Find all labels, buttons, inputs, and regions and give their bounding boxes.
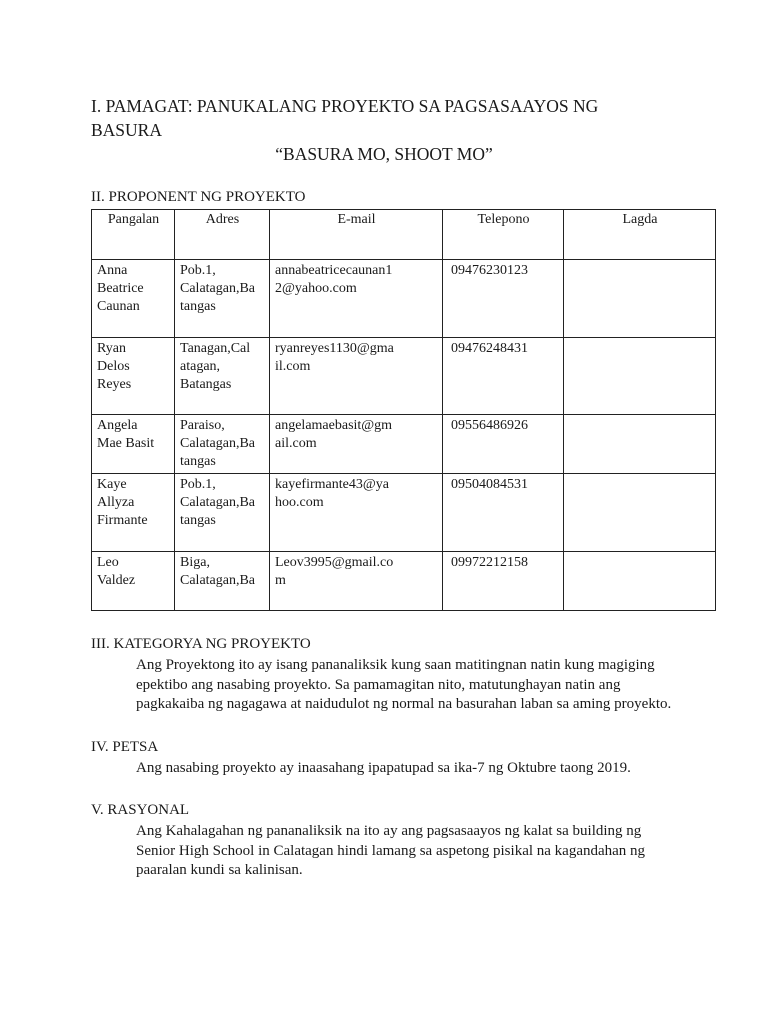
address-line: Calatagan,Ba [180, 573, 256, 588]
email-line: annabeatricecaunan1 [275, 263, 393, 278]
address-line: Pob.1, [180, 263, 216, 278]
name-line: Valdez [97, 573, 136, 588]
address-line: Paraiso, [180, 418, 225, 433]
address-line: tangas [180, 299, 216, 314]
name-line: Reyes [97, 377, 132, 392]
paragraph-line: Senior High School in Calatagan hindi lamang sa aspetong pisikal na kagandahan ng [136, 842, 646, 859]
column-header-address: Adres [175, 210, 270, 260]
cell-name [92, 474, 175, 552]
cell-email [270, 260, 443, 338]
paragraph-line: Ang Kahalagahan ng pananaliksik na ito ay ang pagsasaayos ng kalat sa building ng [136, 823, 642, 839]
table-row [92, 552, 716, 611]
cell-phone: 09556486926 [443, 415, 564, 474]
name-line: Delos [97, 359, 130, 374]
cell-name [92, 338, 175, 415]
cell-name [92, 260, 175, 338]
column-header-email: E-mail [270, 210, 443, 260]
table-row [92, 338, 716, 415]
address-line: Pob.1, [180, 477, 216, 492]
email-line: hoo.com [275, 495, 324, 510]
table-row [92, 415, 716, 474]
name-line: Allyza [97, 495, 135, 510]
document-title-line-1: I. PAMAGAT: PANUKALANG PROYEKTO SA PAGSASAAYOS NG [91, 96, 599, 116]
email-line: angelamaebasit@gm [275, 418, 393, 433]
address-line: Biga, [180, 555, 210, 570]
petsa-paragraph [136, 759, 696, 779]
email-line: ryanreyes1130@gma [275, 341, 394, 356]
address-line: Calatagan,Ba [180, 281, 256, 296]
name-line: Beatrice [97, 281, 144, 296]
email-line: il.com [275, 359, 311, 374]
name-line: Firmante [97, 513, 148, 528]
cell-signature [564, 338, 716, 415]
email-line: ail.com [275, 436, 317, 451]
table-row [92, 260, 716, 338]
paragraph-line: pagkakaiba ng nagagawa at naidudulot ng normal na basurahan laban sa aming proyekto. [136, 696, 672, 712]
table-header-row [92, 210, 716, 260]
email-line: m [275, 573, 286, 588]
address-line: tangas [180, 454, 216, 469]
name-line: Mae Basit [97, 436, 155, 451]
column-header-signature: Lagda [564, 210, 716, 260]
email-line: 2@yahoo.com [275, 281, 357, 296]
cell-email [270, 552, 443, 611]
cell-name [92, 415, 175, 474]
cell-address [175, 552, 270, 611]
cell-address [175, 338, 270, 415]
name-line: Ryan [97, 341, 126, 356]
cell-phone: 09972212158 [443, 552, 564, 611]
column-header-name: Pangalan [92, 210, 175, 260]
name-line: Leo [97, 555, 119, 570]
cell-signature [564, 415, 716, 474]
name-line: Kaye [97, 477, 127, 492]
email-line: kayefirmante43@ya [275, 477, 389, 492]
rasyonal-paragraph [136, 822, 696, 881]
name-line: Angela [97, 418, 138, 433]
cell-phone: 09476230123 [443, 260, 564, 338]
document-title-line-2: BASURA [91, 120, 162, 140]
address-line: Calatagan,Ba [180, 436, 256, 451]
name-line: Caunan [97, 299, 140, 314]
cell-email [270, 338, 443, 415]
cell-phone: 09504084531 [443, 474, 564, 552]
address-line: Tanagan,Cal [180, 341, 251, 356]
cell-email [270, 474, 443, 552]
cell-address [175, 474, 270, 552]
paragraph-line: epektibo ang nasabing proyekto. Sa pamamagitan nito, matutunghayan natin ang [136, 676, 621, 693]
column-header-phone: Telepono [443, 210, 564, 260]
paragraph-line: paaralan kundi sa kalinisan. [136, 862, 303, 878]
paragraph-line: Ang nasabing proyekto ay inaasahang ipapatupad sa ika-7 ng Oktubre taong 2019. [136, 760, 631, 776]
cell-name [92, 552, 175, 611]
paragraph-line: Ang Proyektong ito ay isang pananaliksik kung saan matitingnan natin kung magiging [136, 657, 655, 673]
cell-signature [564, 552, 716, 611]
cell-phone: 09476248431 [443, 338, 564, 415]
proponent-table [91, 209, 716, 611]
rasyonal-heading: V. RASYONAL [91, 802, 190, 818]
email-line: Leov3995@gmail.co [275, 555, 394, 570]
kategorya-heading: III. KATEGORYA NG PROYEKTO [91, 636, 311, 652]
name-line: Anna [97, 263, 128, 278]
cell-address [175, 260, 270, 338]
kategorya-paragraph [136, 656, 696, 715]
cell-email [270, 415, 443, 474]
address-line: tangas [180, 513, 216, 528]
cell-signature [564, 260, 716, 338]
address-line: atagan, [180, 359, 221, 374]
petsa-heading: IV. PETSA [91, 739, 159, 755]
project-subtitle: “BASURA MO, SHOOT MO” [275, 144, 493, 164]
address-line: Calatagan,Ba [180, 495, 256, 510]
cell-address [175, 415, 270, 474]
table-row [92, 474, 716, 552]
address-line: Batangas [180, 377, 232, 392]
cell-signature [564, 474, 716, 552]
proponent-heading: II. PROPONENT NG PROYEKTO [91, 189, 306, 205]
